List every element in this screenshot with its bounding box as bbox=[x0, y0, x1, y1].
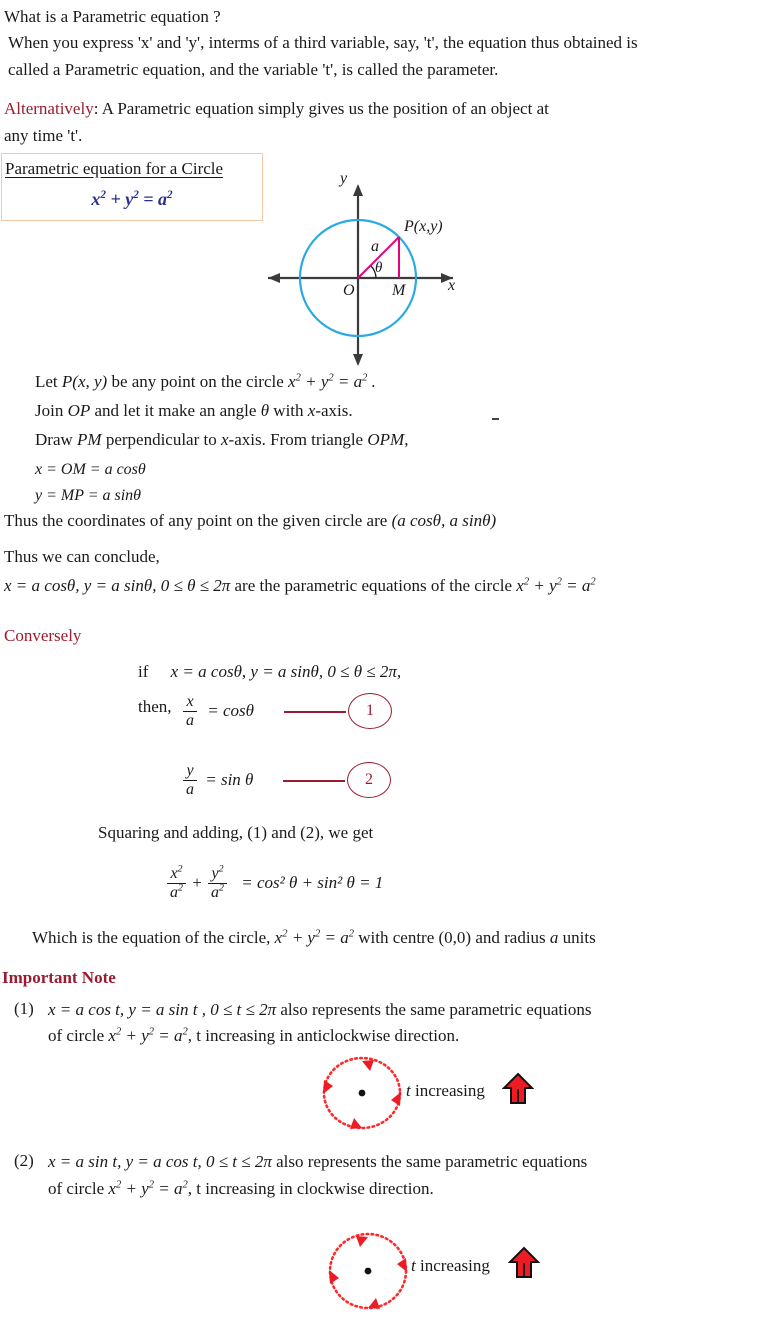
angle-text: and let it make an angle bbox=[90, 401, 261, 420]
note-1-of-circle: of circle bbox=[48, 1026, 109, 1045]
note-2-line-2 bbox=[48, 1180, 434, 1199]
box-eq-x: x bbox=[91, 189, 101, 209]
intro-line-3: called a Parametric equation, and the variable 't', is called the parameter. bbox=[8, 60, 499, 79]
x-axis-label: x bbox=[448, 277, 456, 294]
conclusion-math: x = a cosθ, y = a sinθ, 0 ≤ θ ≤ 2π bbox=[4, 576, 231, 595]
equation-2 bbox=[181, 763, 253, 799]
sum-num2-base: y bbox=[211, 865, 219, 882]
y-axis-label: y bbox=[340, 170, 348, 187]
with-word: with bbox=[269, 401, 308, 420]
arrowhead-top-2 bbox=[356, 1236, 368, 1247]
note-1-caption bbox=[406, 1082, 485, 1101]
thus-coords-text: Thus the coordinates of any point on the given circle are bbox=[4, 511, 388, 530]
if-math: x = a cosθ, y = a sinθ, 0 ≤ θ ≤ 2π, bbox=[170, 662, 402, 681]
note-1-caption-t: t bbox=[406, 1081, 411, 1100]
note-2-caption bbox=[411, 1257, 490, 1276]
note-1-circle-eq: $x^2 + y^2 = a^2$ bbox=[108, 1026, 188, 1045]
circle-eq-1: $x^2 + y^2 = a^2$ . bbox=[288, 372, 376, 391]
thus-coords-math: (a cosθ, a sinθ) bbox=[391, 511, 497, 530]
note-1-text: also represents the same parametric equations bbox=[280, 1000, 592, 1019]
arrowhead-right-2 bbox=[397, 1258, 407, 1272]
center-dot-2 bbox=[365, 1268, 372, 1275]
fraction-y-over-a bbox=[183, 762, 197, 798]
eq2-denominator: a bbox=[183, 780, 197, 799]
clockwise-svg bbox=[318, 1228, 418, 1314]
derivation-line-1 bbox=[35, 373, 376, 392]
arrowhead-left-2 bbox=[329, 1270, 339, 1284]
sum-num1-base: x bbox=[170, 865, 178, 882]
draw-word: Draw bbox=[35, 430, 78, 449]
derivation-line-3 bbox=[35, 431, 408, 450]
which-units-text: units bbox=[562, 928, 596, 947]
box-eq-sup-x: 2 bbox=[100, 189, 106, 201]
up-arrow-icon-2 bbox=[508, 1246, 540, 1285]
conclusion-line bbox=[4, 577, 596, 596]
perpendicular-text: perpendicular to bbox=[101, 430, 221, 449]
comma-1: , bbox=[404, 430, 409, 449]
sum-den1-base: a bbox=[170, 883, 178, 901]
note-2-caption-text: increasing bbox=[419, 1256, 490, 1275]
which-is-text: Which is the equation of the circle, bbox=[32, 928, 271, 947]
leader-line-2 bbox=[283, 780, 345, 782]
up-arrow-svg-1 bbox=[502, 1072, 534, 1106]
sum-num1-exp: 2 bbox=[177, 863, 183, 875]
let-word: Let bbox=[35, 372, 62, 391]
note-1-marker: (1) bbox=[14, 999, 34, 1018]
foot-M-label: M bbox=[392, 282, 406, 299]
sum-num2-exp: 2 bbox=[218, 863, 224, 875]
note-2-direction-text: , t increasing in clockwise direction. bbox=[187, 1179, 434, 1198]
which-a-symbol: a bbox=[549, 928, 559, 947]
sum-rhs: = cos² θ + sin² θ = 1 bbox=[241, 873, 384, 892]
note-2-circle-eq: $x^2 + y^2 = a^2$ bbox=[108, 1179, 188, 1198]
sum-num-1 bbox=[167, 865, 186, 883]
note-2-caption-t: t bbox=[411, 1256, 416, 1275]
anticlockwise-circle-diagram bbox=[312, 1052, 412, 1134]
if-word: if bbox=[138, 662, 149, 681]
parametric-circle-box bbox=[1, 153, 263, 221]
note-1-caption-text: increasing bbox=[414, 1081, 485, 1100]
circle-diagram-svg bbox=[258, 172, 473, 367]
derivation-x-equation: x = OM = a cosθ bbox=[35, 461, 146, 478]
theta-symbol: θ bbox=[260, 401, 270, 420]
alternatively-line-2: any time 't'. bbox=[4, 126, 83, 145]
question-heading: What is a Parametric equation ? bbox=[4, 7, 221, 26]
eq2-numerator: y bbox=[186, 762, 194, 779]
alternatively-rest: : A Parametric equation simply gives us the position of an object at bbox=[93, 99, 549, 118]
alternatively-label: Alternatively bbox=[4, 99, 94, 118]
intro-line-2: When you express 'x' and 'y', interms of a third variable, say, 't', the equation thus obtained is bbox=[8, 33, 638, 52]
alternatively-paragraph bbox=[4, 100, 549, 119]
fraction-x-over-a bbox=[183, 693, 197, 729]
note-2-of-circle: of circle bbox=[48, 1179, 109, 1198]
sum-den2-base: a bbox=[211, 883, 220, 901]
box-eq-sup-a: 2 bbox=[167, 189, 173, 201]
circle-diagram bbox=[258, 172, 473, 367]
stray-tick-mark bbox=[492, 418, 499, 420]
note-1-line-2 bbox=[48, 1027, 459, 1046]
equation-1 bbox=[181, 694, 254, 730]
sum-num-2 bbox=[208, 865, 227, 883]
conversely-if-line bbox=[138, 663, 401, 682]
arrowhead-bottom-2 bbox=[368, 1298, 380, 1309]
equation-tag-2: 2 bbox=[347, 762, 391, 798]
box-equation bbox=[2, 189, 262, 210]
note-2-line-1 bbox=[48, 1153, 587, 1172]
arrowhead-right-1 bbox=[391, 1092, 401, 1106]
eq1-denominator: a bbox=[183, 711, 197, 730]
note-1-direction-text: , t increasing in anticlockwise direction. bbox=[187, 1026, 460, 1045]
which-rest-text: with centre (0,0) and radius bbox=[358, 928, 546, 947]
up-arrow-svg-2 bbox=[508, 1246, 540, 1280]
conclusion-circle-eq: $x^2 + y^2 = a^2$ bbox=[516, 576, 596, 595]
eq1-numerator: x bbox=[186, 693, 194, 710]
anticlockwise-svg bbox=[312, 1052, 412, 1134]
which-circle-eq: $x^2 + y^2 = a^2$ bbox=[274, 928, 354, 947]
center-dot-1 bbox=[359, 1090, 366, 1097]
note-2-text: also represents the same parametric equations bbox=[276, 1152, 588, 1171]
conclusion-text: are the parametric equations of the circle bbox=[234, 576, 513, 595]
x-symbol-1: x bbox=[307, 401, 316, 420]
up-arrow-icon-1 bbox=[502, 1072, 534, 1111]
fraction-x2-over-a2 bbox=[167, 865, 186, 901]
note-2-marker: (2) bbox=[14, 1151, 34, 1170]
axis-word-1: -axis. bbox=[315, 401, 353, 420]
arrowhead-bottom-1 bbox=[350, 1118, 362, 1129]
origin-label: O bbox=[343, 282, 355, 299]
box-eq-y: y bbox=[125, 189, 134, 209]
OP-segment-label: OP bbox=[67, 401, 91, 420]
box-title: Parametric equation for a Circle bbox=[5, 159, 224, 178]
be-any-point-text: be any point on the circle bbox=[107, 372, 289, 391]
derivation-y-equation: y = MP = a sinθ bbox=[35, 487, 142, 504]
important-note-heading: Important Note bbox=[2, 968, 116, 987]
squaring-and-adding-line: Squaring and adding, (1) and (2), we get bbox=[98, 823, 374, 842]
fraction-y2-over-a2 bbox=[208, 865, 227, 901]
box-eq-equals: = bbox=[138, 189, 159, 209]
point-P-label: P(x,y) bbox=[404, 218, 443, 235]
eq1-rhs: = cosθ bbox=[207, 701, 254, 720]
sum-equation bbox=[165, 863, 384, 902]
OPM-triangle-label: OPM bbox=[367, 430, 405, 449]
leader-line-1 bbox=[284, 711, 346, 713]
sum-den-2 bbox=[208, 883, 227, 902]
note-1-math: x = a cos t, y = a sin t , 0 ≤ t ≤ 2π bbox=[48, 1000, 277, 1019]
box-eq-sup-y: 2 bbox=[133, 189, 139, 201]
sum-den1-exp: 2 bbox=[178, 882, 183, 894]
join-word: Join bbox=[35, 401, 68, 420]
sum-plus-sign: + bbox=[192, 873, 202, 892]
arrowhead-left-1 bbox=[323, 1080, 333, 1094]
from-triangle-text: -axis. From triangle bbox=[228, 430, 368, 449]
derivation-line-2 bbox=[35, 402, 353, 421]
radius-label: a bbox=[371, 238, 379, 255]
box-eq-plus: + bbox=[105, 189, 126, 209]
point-P-expr: P(x, y) bbox=[61, 372, 108, 391]
sum-den2-exp: 2 bbox=[219, 882, 224, 894]
thus-coordinates-line bbox=[4, 512, 496, 531]
theta-label: θ bbox=[375, 260, 383, 276]
x-symbol-2: x bbox=[221, 430, 229, 449]
which-is-equation-line bbox=[32, 929, 596, 948]
clockwise-circle-diagram bbox=[318, 1228, 418, 1314]
equation-tag-1: 1 bbox=[348, 693, 392, 729]
thus-conclude-line: Thus we can conclude, bbox=[4, 547, 160, 566]
box-eq-a: a bbox=[158, 189, 168, 209]
eq2-rhs: = sin θ bbox=[205, 770, 254, 789]
sum-den-1 bbox=[167, 883, 186, 902]
arrowhead-top-1 bbox=[362, 1060, 374, 1071]
note-2-math: x = a sin t, y = a cos t, 0 ≤ t ≤ 2π bbox=[48, 1152, 272, 1171]
conversely-then-word: then, bbox=[138, 697, 172, 716]
PM-segment-label: PM bbox=[77, 430, 102, 449]
conversely-heading: Conversely bbox=[4, 626, 82, 645]
note-1-line-1 bbox=[48, 1001, 591, 1020]
